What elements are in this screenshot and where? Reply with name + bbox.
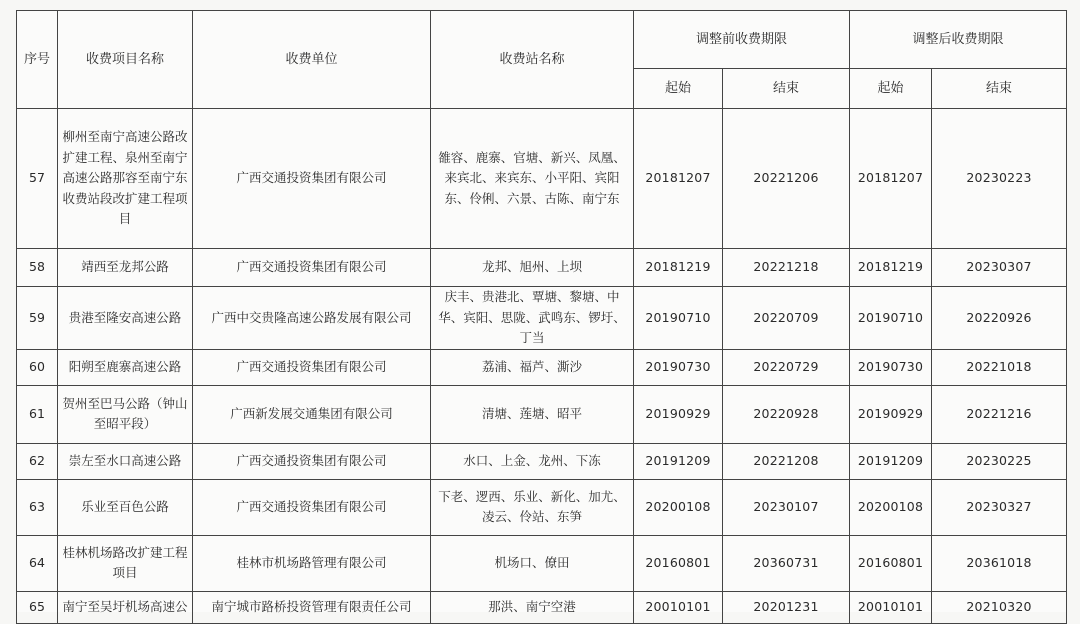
row-no: 60 — [17, 349, 58, 385]
row-fee-unit: 南宁城市路桥投资管理有限责任公司 — [193, 591, 431, 623]
row-item-name: 柳州至南宁高速公路改扩建工程、泉州至南宁高速公路那容至南宁东收费站段改扩建工程项目 — [58, 109, 193, 249]
row-fee-unit: 广西交通投资集团有限公司 — [193, 479, 431, 535]
row-after-start: 20181219 — [850, 249, 932, 287]
row-fee-unit: 广西中交贵隆高速公路发展有限公司 — [193, 287, 431, 350]
table-row — [17, 249, 1067, 287]
row-after-end: 20221216 — [932, 385, 1067, 443]
row-item-name: 阳朔至鹿寨高速公路 — [58, 349, 193, 385]
row-stations: 水口、上金、龙州、下冻 — [431, 443, 634, 479]
row-no: 65 — [17, 591, 58, 623]
table-row — [17, 591, 1067, 623]
row-after-start: 20190710 — [850, 287, 932, 350]
table-row — [17, 535, 1067, 591]
row-fee-unit: 广西交通投资集团有限公司 — [193, 349, 431, 385]
table-row — [17, 287, 1067, 350]
row-stations: 龙邦、旭州、上坝 — [431, 249, 634, 287]
row-after-start: 20191209 — [850, 443, 932, 479]
header-item-name: 收费项目名称 — [58, 11, 193, 109]
row-stations: 那洪、南宁空港 — [431, 591, 634, 623]
fee-period-table — [16, 10, 1067, 624]
row-after-end: 20220926 — [932, 287, 1067, 350]
row-no: 64 — [17, 535, 58, 591]
row-stations: 清塘、莲塘、昭平 — [431, 385, 634, 443]
row-item-name: 靖西至龙邦公路 — [58, 249, 193, 287]
row-no: 59 — [17, 287, 58, 350]
row-after-end: 20230307 — [932, 249, 1067, 287]
row-after-end: 20230225 — [932, 443, 1067, 479]
row-item-name: 贵港至隆安高速公路 — [58, 287, 193, 350]
header-no: 序号 — [17, 11, 58, 109]
row-no: 61 — [17, 385, 58, 443]
table-row — [17, 443, 1067, 479]
row-before-end: 20230107 — [723, 479, 850, 535]
header-before-adjustment: 调整前收费期限 — [634, 11, 850, 69]
row-fee-unit: 广西新发展交通集团有限公司 — [193, 385, 431, 443]
header-after-adjustment: 调整后收费期限 — [850, 11, 1067, 69]
row-after-end: 20230223 — [932, 109, 1067, 249]
header-station-names: 收费站名称 — [431, 11, 634, 109]
row-stations: 雒容、鹿寨、官塘、新兴、凤凰、来宾北、来宾东、小平阳、宾阳东、伶俐、六景、古陈、南宁东 — [431, 109, 634, 249]
row-before-end: 20201231 — [723, 591, 850, 623]
row-before-start: 20190929 — [634, 385, 723, 443]
fee-period-table-sheet — [16, 10, 1066, 615]
row-item-name: 贺州至巴马公路（钟山至昭平段） — [58, 385, 193, 443]
row-no: 63 — [17, 479, 58, 535]
row-fee-unit: 广西交通投资集团有限公司 — [193, 249, 431, 287]
row-stations: 庆丰、贵港北、覃塘、黎塘、中华、宾阳、思陇、武鸣东、锣圩、丁当 — [431, 287, 634, 350]
row-after-end: 20210320 — [932, 591, 1067, 623]
row-before-start: 20191209 — [634, 443, 723, 479]
row-no: 58 — [17, 249, 58, 287]
header-before-start: 起始 — [634, 69, 723, 109]
row-before-end: 20221206 — [723, 109, 850, 249]
row-fee-unit: 广西交通投资集团有限公司 — [193, 443, 431, 479]
row-no: 57 — [17, 109, 58, 249]
row-before-start: 20190710 — [634, 287, 723, 350]
header-before-end: 结束 — [723, 69, 850, 109]
table-row — [17, 109, 1067, 249]
row-item-name: 南宁至吴圩机场高速公 — [58, 591, 193, 623]
table-row — [17, 479, 1067, 535]
row-after-start: 20160801 — [850, 535, 932, 591]
row-before-start: 20190730 — [634, 349, 723, 385]
row-before-start: 20010101 — [634, 591, 723, 623]
header-after-end: 结束 — [932, 69, 1067, 109]
row-before-end: 20221218 — [723, 249, 850, 287]
row-item-name: 乐业至百色公路 — [58, 479, 193, 535]
row-item-name: 崇左至水口高速公路 — [58, 443, 193, 479]
row-before-start: 20200108 — [634, 479, 723, 535]
row-before-start: 20181219 — [634, 249, 723, 287]
row-before-end: 20360731 — [723, 535, 850, 591]
row-before-end: 20220729 — [723, 349, 850, 385]
row-stations: 下老、逻西、乐业、新化、加尤、凌云、伶站、东笋 — [431, 479, 634, 535]
row-stations: 荔浦、福芦、澌沙 — [431, 349, 634, 385]
row-before-end: 20221208 — [723, 443, 850, 479]
table-row — [17, 385, 1067, 443]
table-row — [17, 349, 1067, 385]
row-after-end: 20230327 — [932, 479, 1067, 535]
row-before-end: 20220928 — [723, 385, 850, 443]
row-no: 62 — [17, 443, 58, 479]
row-before-start: 20160801 — [634, 535, 723, 591]
row-stations: 机场口、僚田 — [431, 535, 634, 591]
row-after-start: 20181207 — [850, 109, 932, 249]
row-fee-unit: 广西交通投资集团有限公司 — [193, 109, 431, 249]
row-after-start: 20190730 — [850, 349, 932, 385]
row-after-start: 20010101 — [850, 591, 932, 623]
row-after-end: 20361018 — [932, 535, 1067, 591]
header-after-start: 起始 — [850, 69, 932, 109]
row-after-start: 20190929 — [850, 385, 932, 443]
row-fee-unit: 桂林市机场路管理有限公司 — [193, 535, 431, 591]
row-before-end: 20220709 — [723, 287, 850, 350]
row-after-end: 20221018 — [932, 349, 1067, 385]
row-item-name: 桂林机场路改扩建工程项目 — [58, 535, 193, 591]
header-fee-unit: 收费单位 — [193, 11, 431, 109]
row-before-start: 20181207 — [634, 109, 723, 249]
row-after-start: 20200108 — [850, 479, 932, 535]
